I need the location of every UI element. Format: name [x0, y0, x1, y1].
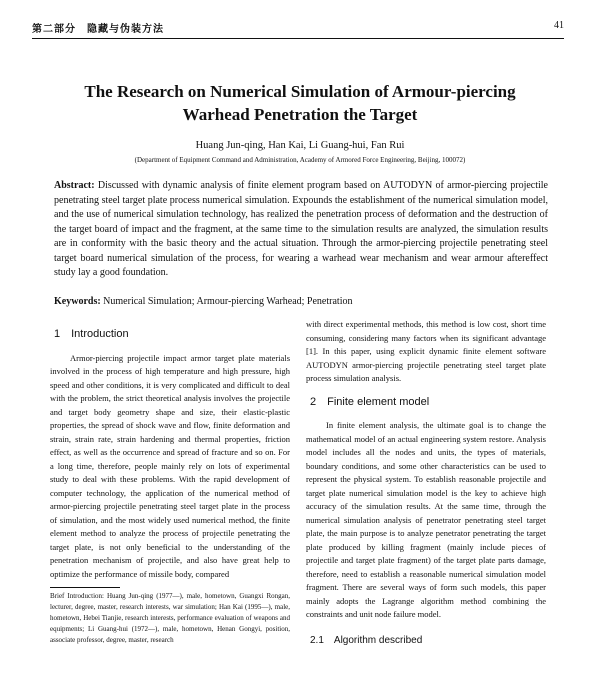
introduction-paragraph: Armor-piercing projectile impact armor target plate materials involved in the process of high temperature and high pressure, high speed and other conditions, it is very complicated and difficult to deal with the problem, the strict theoretical analysis involves the projectile and target body geometry shape and size, their elastic-plastic properties, the spread of shock wave and flow, finite deformation and strain, strain rate, strain hardening and thermal properties, friction effect, as well as the occurrence and spread of fracture and so on. For a long time, therefore, people mainly rely on lots of experimental study to deal with these problems. With the rapid development of computer technology, the application of the numerical method of armor-piercing projectile penetrating steel target plate in the process of simulation, and the most widely used numerical method, the finite element method to analyze the process of projectile penetrating the target plate, is not only beneficial to the understanding of the penetration mechanism of projectile, and also have great help to optimize the performance of missile body, compared	[50, 352, 290, 579]
introduction-continued: with direct experimental methods, this method is low cost, short time consuming, considering many factors when its significant advantage [1]. In this paper, using explicit dynamic finite element software AUTODYN armor-piercing projectile penetrating steel target plate process simulation analysis.	[306, 319, 546, 383]
author-footnote: Brief Introduction: Huang Jun-qing (1977—), male, hometown, Guangxi Rongan, lecturer, degree, master, research interests, war simulation; Han Kai (1995—), male, hometown, Hebei Tianjie, research interests, performance evaluation of weapons and equipments; Li Guang-hui (1972—), male, hometown, Henan Gongyi, position, associate professor, degree, master, research	[50, 592, 290, 644]
subsection-2-1-heading: 2.1 Algorithm described	[310, 634, 423, 646]
left-column	[50, 318, 290, 646]
page-number: 41	[554, 20, 564, 31]
keywords-label: Keywords:	[54, 296, 101, 307]
keywords-text: Numerical Simulation; Armour-piercing Warhead; Penetration	[100, 296, 353, 307]
affiliation: (Department of Equipment Command and Administration, Academy of Armored Force Engineering, Beijing, 100072)	[134, 156, 466, 164]
title-line-2: Warhead Penetration the Target	[182, 105, 418, 124]
section-1-heading: 1 Introduction	[54, 328, 129, 340]
running-header	[32, 20, 564, 36]
paper-title	[40, 80, 560, 126]
finite-element-paragraph: In finite element analysis, the ultimate goal is to change the mathematical model of an actual engineering system restore. Analysis model includes all the nodes and units, the types of materials, boundary conditions, and some other characteristics can be used to represent the physical system. To establish reasonable projectile and target plate numerical simulation model is the key to achieve high accuracy of the simulation results. At the same time, through the numerical simulation analysis of penetrator penetrating steel target plate, the main purpose is to analyze penetrator penetrating the target plate produced by killing fragment (mainly include pieces of projectile and target plate fragment) of the target plate parts damage, therefore, need to establish a reasonable numerical simulation model fragment. There are several ways of form such models, this paper mainly adopts the Lagrange algorithm method combining the constraints and unit node failure model.	[306, 420, 546, 619]
right-column	[306, 318, 546, 647]
section-2-heading: 2 Finite element model	[310, 395, 430, 408]
keywords	[54, 295, 548, 309]
abstract-text: Discussed with dynamic analysis of finite element program based on AUTODYN of armor-piercing projectile penetrating steel target plate process numerical simulation. Expounds the establishment of the numerical simulation model, and the use of numerical simulation technology, has realized the penetration process of deformation and the destruction of the target board of impact and the fragment, at the same time to the simulation results are analyzed, the simulation results are in conformity with the basic theory and the actual situation. Through the armor-piercing projectile penetrating steel target board numerical simulation of the process, for wearing a warhead wear mechanism and wear armour aftereffect study lay a good foundation.	[54, 180, 548, 278]
title-line-1: The Research on Numerical Simulation of Armour-piercing	[84, 82, 516, 101]
header-rule	[32, 38, 564, 39]
abstract	[54, 179, 548, 281]
authors: Huang Jun-qing, Han Kai, Li Guang-hui, Fan Rui	[195, 140, 405, 151]
footnote-rule	[50, 587, 120, 588]
abstract-label: Abstract:	[54, 180, 95, 191]
header-section-title: 第二部分 隐藏与伪装方法	[32, 24, 164, 35]
